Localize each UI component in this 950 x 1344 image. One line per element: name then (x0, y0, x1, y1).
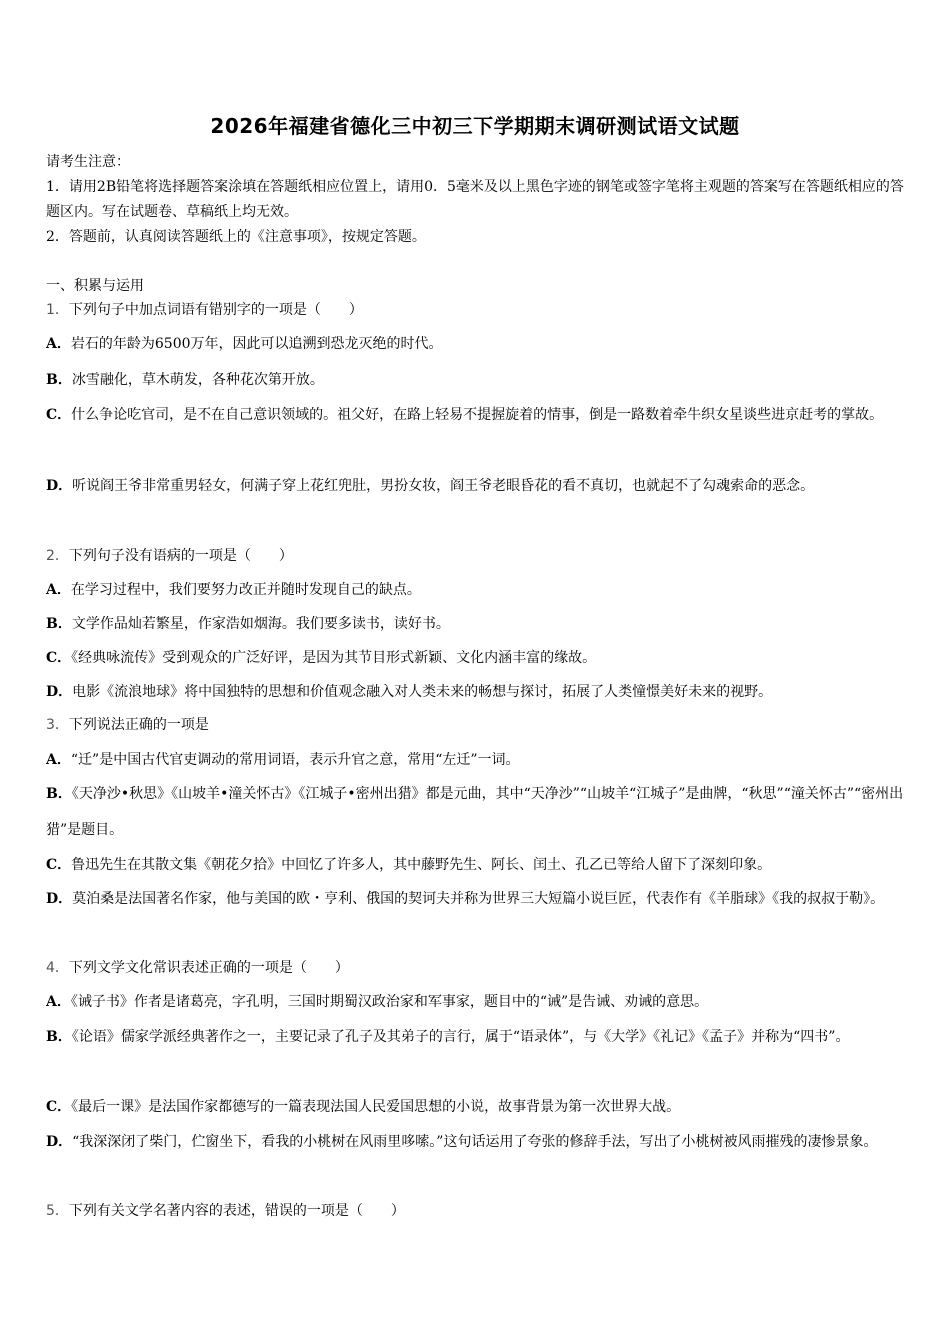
question-2-option-a (46, 572, 908, 608)
question-4-option-d (46, 1124, 908, 1160)
question-1-option-b (46, 362, 908, 398)
option-text: 《经典咏流传》受到观众的广泛好评，是因为其节目形式新颖、文化内涵丰富的缘故。 (71, 650, 597, 666)
question-text: 下列句子中加点词语有错别字的一项是（ ） (68, 302, 363, 318)
option-letter: A． (46, 582, 71, 598)
option-text: “我深深闭了柴门，伫窗坐下，看我的小桃树在风雨里哆嗦。”这句话运用了夸张的修辞手法，写出了小桃树被风雨摧残的凄惨景象。 (72, 1134, 878, 1150)
question-1-stem (46, 293, 908, 327)
question-3-option-a (46, 742, 908, 778)
option-letter: B． (46, 786, 72, 802)
option-letter: A． (46, 336, 71, 352)
option-text: 电影《流浪地球》将中国独特的思想和价值观念融入对人类未来的畅想与探讨，拓展了人类憧憬美好未来的视野。 (72, 684, 773, 700)
page-title: 2026年福建省德化三中初三下学期期末调研测试语文试题 (210, 114, 740, 138)
question-4-stem (46, 951, 908, 985)
option-text: 《诫子书》作者是诸葛亮，字孔明，三国时期蜀汉政治家和军事家，题目中的“诫”是告诫、劝诫的意思。 (70, 994, 709, 1010)
option-text: 莫泊桑是法国著名作家，他与美国的欧・亨利、俄国的契诃夫并称为世界三大短篇小说巨匠，代表作有《羊脂球》《我的叔叔于勒》。 (72, 891, 885, 907)
option-letter: C． (46, 857, 72, 873)
question-2-option-c (46, 640, 908, 676)
question-2-stem (46, 539, 908, 573)
notice-item-2: 2．答题前，认真阅读答题纸上的《注意事项》，按规定答题。 (46, 229, 426, 245)
question-1-option-c (46, 397, 908, 433)
option-letter: D． (46, 478, 73, 494)
option-text: 在学习过程中，我们要努力改正并随时发现自己的缺点。 (70, 582, 421, 598)
option-letter: C． (46, 650, 72, 666)
option-text: 文学作品灿若繁星，作家浩如烟海。我们要多读书，读好书。 (71, 616, 450, 632)
question-number: 5． (46, 1203, 69, 1219)
notice-block (46, 150, 906, 250)
question-3-option-b (46, 776, 908, 848)
question-text: 下列文学文化常识表述正确的一项是（ ） (68, 960, 349, 976)
question-number: 3． (46, 717, 69, 733)
option-text: “迁”是中国古代官吏调动的常用词语，表示升官之意，常用“左迁”一词。 (70, 752, 520, 768)
question-2-option-b (46, 606, 908, 642)
option-letter: B． (46, 372, 72, 388)
question-1-option-a (46, 326, 908, 362)
question-4-option-b (46, 1019, 908, 1055)
question-1-option-d (46, 468, 908, 504)
section-heading: 一、积累与运用 (46, 278, 144, 294)
option-letter: C． (46, 1099, 72, 1115)
option-letter: A． (46, 752, 71, 768)
question-5-stem (46, 1194, 908, 1228)
question-number: 4． (46, 960, 69, 976)
question-text: 下列句子没有语病的一项是（ ） (68, 548, 293, 564)
option-letter: D． (46, 1134, 73, 1150)
option-letter: C． (46, 407, 72, 423)
option-letter: D． (46, 684, 73, 700)
option-text: 《论语》儒家学派经典著作之一，主要记录了孔子及其弟子的言行，属于“语录体”，与《大学》《礼记》《孟子》并称为“四书”。 (71, 1029, 850, 1045)
option-letter: B． (46, 616, 72, 632)
option-text: 听说阎王爷非常重男轻女，何满子穿上花红兜肚，男扮女妆，阎王爷老眼昏花的看不真切，也就起不了勾魂索命的恶念。 (72, 478, 815, 494)
option-text: 《最后一课》是法国作家都德写的一篇表现法国人民爱国思想的小说，故事背景为第一次世界大战。 (71, 1099, 681, 1115)
option-letter: B． (46, 1029, 72, 1045)
option-text: 冰雪融化，草木萌发，各种花次第开放。 (71, 372, 324, 388)
question-4-option-c (46, 1089, 908, 1125)
question-3-option-d (46, 881, 908, 917)
question-text: 下列说法正确的一项是 (68, 717, 209, 733)
question-3-option-c (46, 847, 908, 883)
option-text: 什么争论吃官司，是不在自己意识领域的。祖父好，在路上轻易不提握旋着的情事，倒是一路数着牵牛织女星谈些进京赶考的掌故。 (71, 407, 884, 423)
option-letter: D． (46, 891, 73, 907)
question-text: 下列有关文学名著内容的表述，错误的一项是（ ） (68, 1203, 405, 1219)
question-2-option-d (46, 674, 908, 710)
question-4-option-a (46, 984, 908, 1020)
notice-heading: 请考生注意： (46, 154, 130, 170)
question-number: 1． (46, 302, 69, 318)
question-number: 2． (46, 548, 69, 564)
notice-item-1: 1．请用2B铅笔将选择题答案涂填在答题纸相应位置上，请用0．5毫米及以上黑色字迹的钢笔或签字笔将主观题的答案写在答题纸相应的答题区内。写在试题卷、草稿纸上均无效。 (46, 179, 904, 220)
option-text: 鲁迅先生在其散文集《朝花夕拾》中回忆了许多人，其中藤野先生、阿长、闰土、孔乙已等给人留下了深刻印象。 (71, 857, 772, 873)
option-text: 岩石的年龄为6500万年，因此可以追溯到恐龙灭绝的时代。 (70, 336, 443, 352)
option-text: 《天净沙•秋思》《山坡羊•潼关怀古》《江城子•密州出猎》都是元曲，其中“天净沙”“山坡羊“江城子”是曲牌，“秋思”“潼关怀古”“密州出猎”是题目。 (46, 786, 904, 838)
option-letter: A． (46, 994, 71, 1010)
question-3-stem (46, 708, 908, 742)
